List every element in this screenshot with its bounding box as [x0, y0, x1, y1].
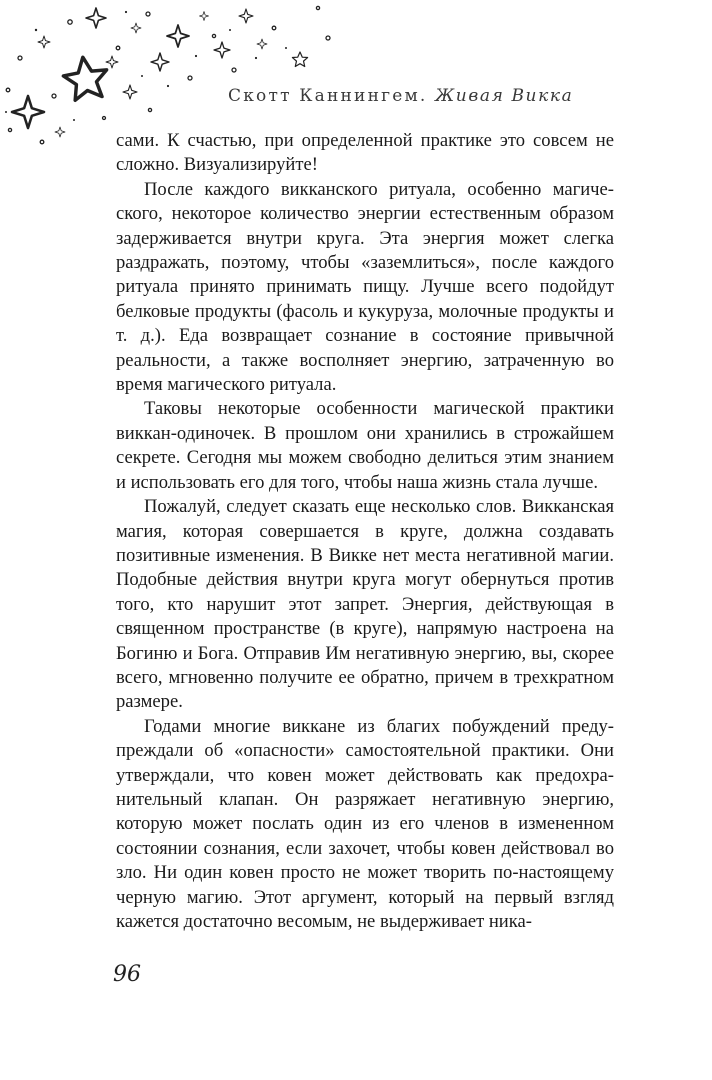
paragraph: Таковы некоторые особенности магической практики виккан-одиночек. В прошлом они хранились в строжайшем секрете. Сегодня мы можем свободно делиться этим знанием и использовать его для того, чтобы наша жизнь стала лучше. — [116, 398, 614, 493]
header-book-title: Живая Викка — [435, 86, 574, 106]
paragraph: После каждого викканского ритуала, особенно магического, некоторое количество энергии естественным образом задерживается внутри круга. Эта энергия может слегка раздражать, поэтому, чтобы «заземлиться», после каждого ритуала принято принимать пищу. Лучше всего подойдут белковые продукты (фасоль и кукуруза, молочные продукты и т. д.). Еда возвращает сознание в состояние привычной реальности, а также восполняет энергию, затраченную во время магического ритуала. — [116, 178, 614, 396]
page-body — [116, 129, 614, 934]
stars-decoration-icon — [0, 0, 340, 150]
page-number: 96 — [113, 962, 141, 987]
running-header — [228, 86, 573, 106]
paragraph: сами. К счастью, при определенной практике это совсем не сложно. Визуализируйте! — [116, 130, 614, 176]
header-author: Скотт Каннингем. — [228, 86, 428, 106]
paragraph: Годами многие виккане из благих побуждений предупреждали об «опасности» самостоятельной практики. Они утверждали, что ковен может действовать как предохранительный клапан. Он разряжает негативную энергию, которую может послать один из его членов в измененном состоянии сознания, если захочет, чтобы ковен действовал во зло. Ни один ковен просто не может творить по-настоящему черную магию. Этот аргумент, который на первый взгляд кажется достаточно весомым, не выдерживает ника- — [116, 715, 614, 932]
paragraph: Пожалуй, следует сказать еще несколько слов. Викканская магия, которая совершается в круге, должна создавать позитивные изменения. В Викке нет места негативной магии. Подобные действия внутри круга могут обернуться против того, кто нарушит этот запрет. Энергия, действующая в священном пространстве (в круге), напрямую настроена на Богиню и Бога. Отправив Им негативную энергию, вы, скорее всего, мгновенно получите ее обратно, причем в трехкратном размере. — [116, 496, 614, 713]
